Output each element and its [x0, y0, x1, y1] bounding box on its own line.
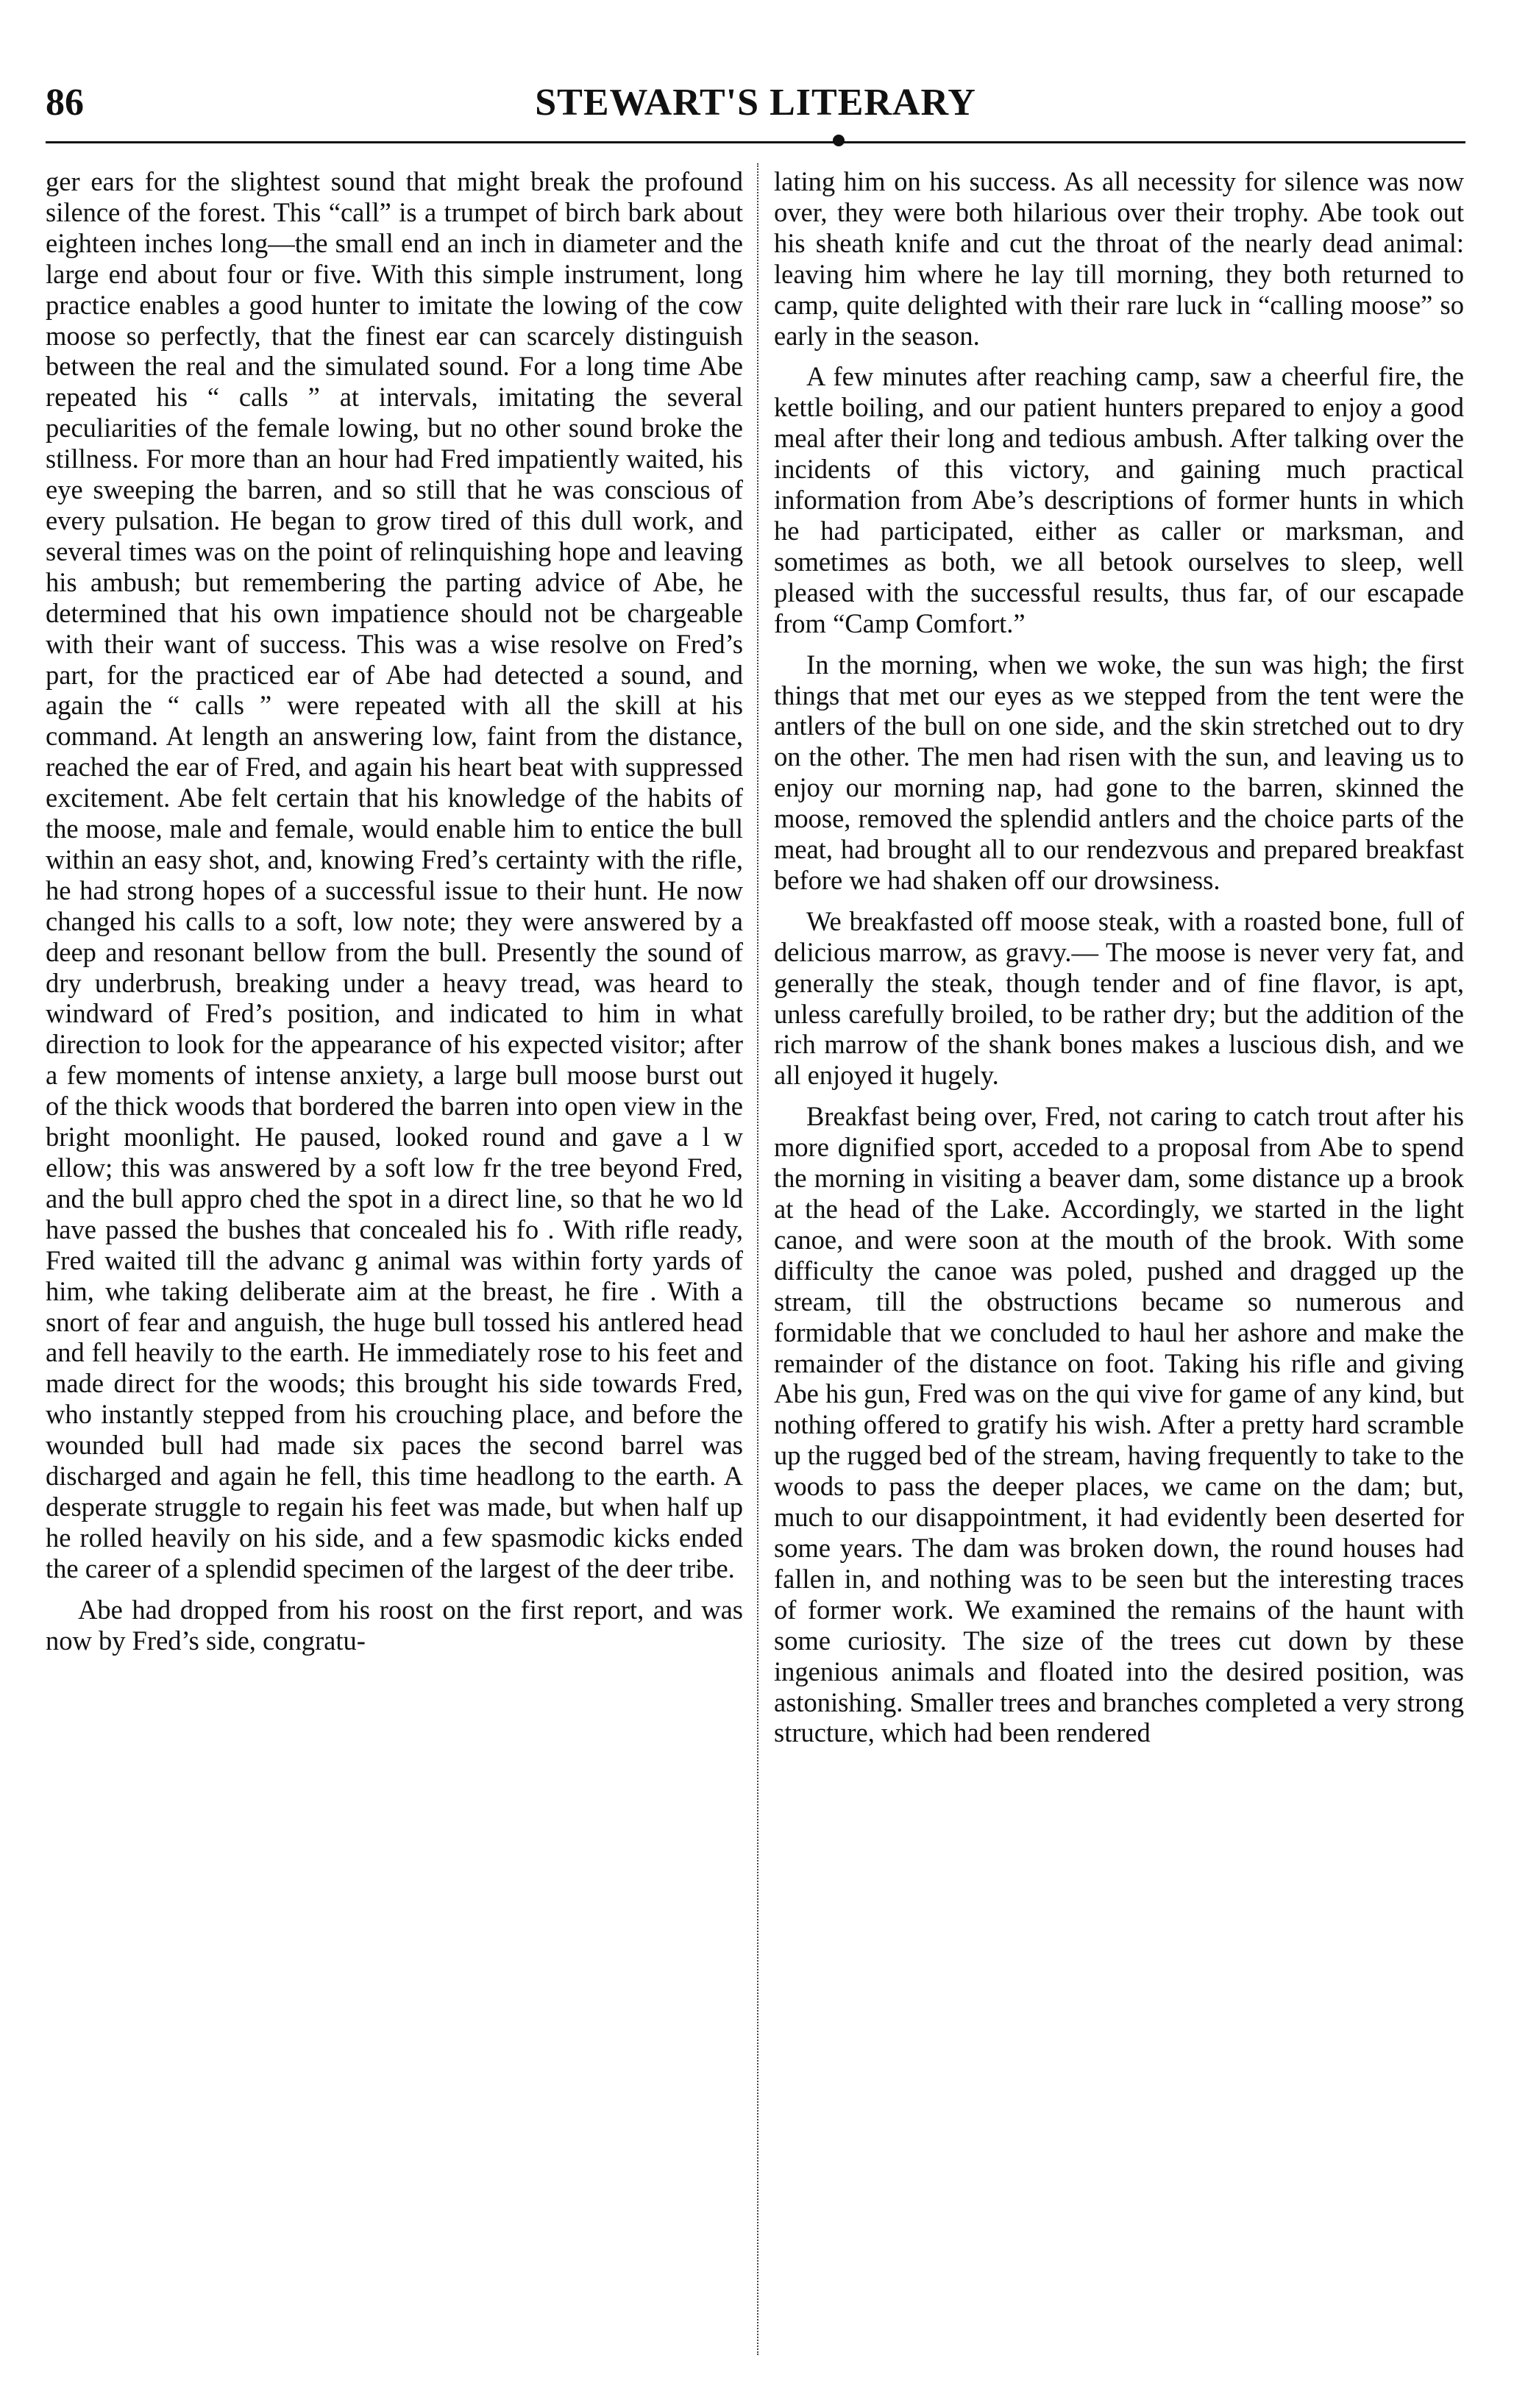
- paragraph: We breakfasted off moose steak, with a roasted bone, full of delicious marrow, as gravy.— The moose is never very fat, and generally the steak, though tender and of fine flavor, is apt, unless carefully broiled, to be rather dry; but the addition of the rich marrow of the shank bones makes a luscious dish, and we all enjoyed it hugely.: [774, 905, 1464, 1091]
- left-column: [46, 166, 743, 2358]
- page-number: 86: [46, 82, 84, 124]
- header-rule: [46, 141, 1465, 143]
- running-title: STEWART'S LITERARY: [535, 82, 976, 124]
- column-divider: [757, 163, 758, 2355]
- right-column: [774, 166, 1464, 2358]
- paragraph: In the morning, when we woke, the sun was high; the first things that met our eyes as we stepped from the tent were the antlers of the bull on one side, and the skin stretched out to dry on the other. The men had risen with the sun, and leaving us to enjoy our morning nap, had gone to the barren, skinned the moose, removed the splendid antlers and the choice parts of the meat, had brought all to our rendezvous and prepared breakfast before we had shaken off our drowsiness.: [774, 649, 1464, 895]
- paragraph: Breakfast being over, Fred, not caring to catch trout after his more dignified sport, acceded to a proposal from Abe to spend the morning in visiting a beaver dam, some distance up a brook at the head of the Lake. Accordingly, we started in the light canoe, and were soon at the mouth of the brook. With some difficulty the canoe was poled, pushed and dragged up the stream, till the obstructions became so numerous and formidable that we concluded to haul her ashore and make the remainder of the distance on foot. Taking his rifle and giving Abe his gun, Fred was on the qui vive for game of any kind, but nothing offered to gratify his wish. After a pretty hard scramble up the rugged bed of the stream, having frequently to take to the woods to pass the deeper places, we came on the dam; but, much to our disappointment, it had evidently been deserted for some years. The dam was broken down, the round houses had fallen in, and nothing was to be seen but the interesting traces of former work. We examined the remains of the haunt with some curiosity. The size of the trees cut down by these ingenious animals and floated into the desired position, was astonishing. Smaller trees and branches completed a very strong structure, which had been rendered: [774, 1101, 1464, 1748]
- header-rule-ornament: [833, 135, 845, 146]
- page-header: [46, 81, 1465, 135]
- paragraph: lating him on his success. As all necessity for silence was now over, they were both hilarious over their trophy. Abe took out his sheath knife and cut the throat of the nearly dead animal: leaving him where he lay till morning, they both returned to camp, quite delighted with their rare luck in “calling moose” so early in the season.: [774, 166, 1464, 351]
- paragraph: Abe had dropped from his roost on the first report, and was now by Fred’s side, congratu-: [46, 1594, 743, 1656]
- paragraph: ger ears for the slightest sound that might break the profound silence of the forest. This “call” is a trumpet of birch bark about eighteen inches long—the small end an inch in diameter and the large end about four or five. With this simple instrument, long practice enables a good hunter to imitate the lowing of the cow moose so perfectly, that the finest ear can scarcely distinguish between the real and the simulated sound. For a long time Abe repeated his “ calls ” at intervals, imitating the several peculiarities of the female lowing, but no other sound broke the stillness. For more than an hour had Fred impatiently waited, his eye sweeping the barren, and so still that he was conscious of every pulsation. He began to grow tired of this dull work, and several times was on the point of relinquishing hope and leaving his ambush; but remembering the parting advice of Abe, he determined that his own impatience should not be chargeable with their want of success. This was a wise resolve on Fred’s part, for the practiced ear of Abe had detected a sound, and again the “ calls ” were repeated with all the skill at his command. At length an answering low, faint from the distance, reached the ear of Fred, and again his heart beat with suppressed excitement. Abe felt certain that his knowledge of the habits of the moose, male and female, would enable him to entice the bull within an easy shot, and, knowing Fred’s certainty with the rifle, he had strong hopes of a successful issue to their hunt. He now changed his calls to a soft, low note; they were answered by a deep and resonant bellow from the bull. Presently the sound of dry underbrush, breaking under a heavy tread, was heard to windward of Fred’s position, and indicated to him in what direction to look for the appearance of his expected visitor; after a few moments of intense anxiety, a large bull moose burst out of the thick woods that bordered the barren into open view in the bright moonlight. He paused, looked round and gave a l w ellow; this was answered by a soft low fr the tree beyond Fred, and the bull appro ched the spot in a direct line, so that he wo ld have passed the bushes that concealed his fo . With rifle ready, Fred waited till the advanc g animal was within forty yards of him, whe taking deliberate aim at the breast, he fire . With a snort of fear and anguish, the huge bull tossed his antlered head and fell heavily to the earth. He immediately rose to his feet and made direct for the woods; this brought his side towards Fred, who instantly stepped from his crouching place, and before the wounded bull had made six paces the second barrel was discharged and again he fell, this time headlong to the earth. A desperate struggle to regain his feet was made, but when half up he rolled heavily on his side, and a few spasmodic kicks ended the career of a splendid specimen of the largest of the deer tribe.: [46, 166, 743, 1584]
- paragraph: A few minutes after reaching camp, saw a cheerful fire, the kettle boiling, and our patient hunters prepared to enjoy a good meal after their long and tedious ambush. After talking over the incidents of this victory, and gaining much practical information from Abe’s descriptions of former hunts in which he had participated, either as caller or marksman, and sometimes as both, we all betook ourselves to sleep, well pleased with the successful results, thus far, of our escapade from “Camp Comfort.”: [774, 361, 1464, 638]
